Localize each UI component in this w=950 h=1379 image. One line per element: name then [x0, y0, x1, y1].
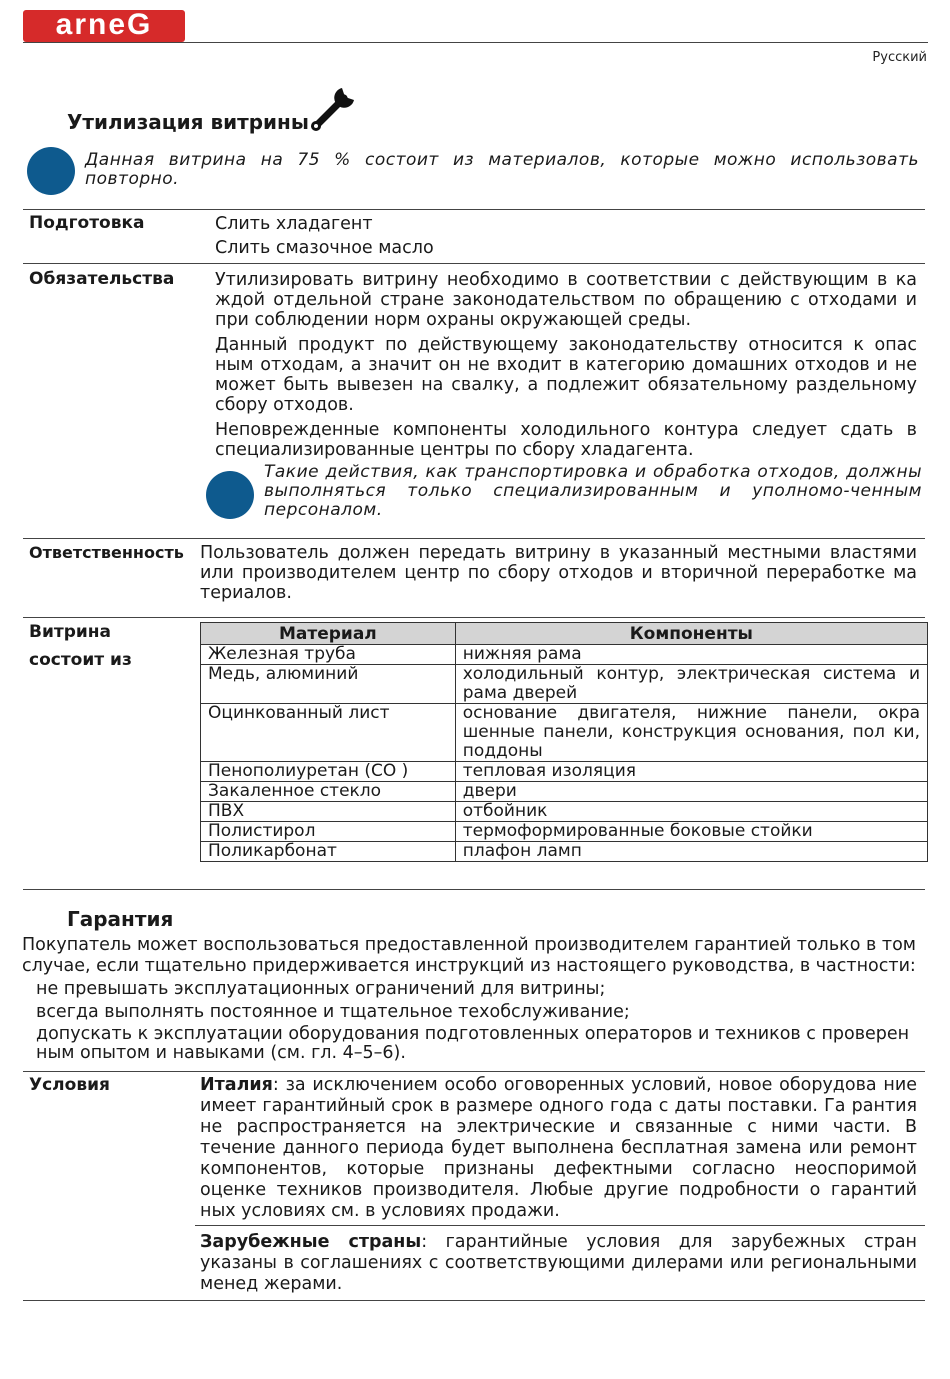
wrench-icon: [308, 82, 360, 132]
material-cell: ПВХ: [201, 802, 456, 822]
section-rule: [23, 209, 925, 210]
section-rule: [23, 263, 925, 264]
section-rule: [23, 889, 925, 890]
column-header: Компоненты: [455, 623, 927, 645]
foreign-conditions: [200, 1232, 917, 1295]
obligations-label: Обязательства: [29, 269, 175, 289]
language-label: Русский: [872, 50, 927, 65]
prep-item: Слить хладагент: [215, 214, 373, 234]
subsection-rule: [195, 1225, 925, 1226]
consists-label: Витрина: [29, 622, 112, 642]
component-cell: термоформированные боковые стойки: [455, 822, 927, 842]
header-rule: [23, 42, 928, 43]
material-cell: Оцинкованный лист: [201, 704, 456, 762]
note-bullet-icon: [27, 147, 75, 195]
warranty-intro: Покупатель может воспользоваться предоставленной производителем гарантией только в том случае, если тщательно придерживается инструкций из настоящего руководства, в частности:: [22, 935, 916, 976]
component-cell: тепловая изоляция: [455, 762, 927, 782]
table-row: [201, 645, 928, 665]
warranty-title: Гарантия: [67, 907, 174, 931]
table-row: [201, 822, 928, 842]
warranty-list-item: допускать к эксплуатации оборудования подготовленных операторов и техников с проверен ным опытом и навыками (см. гл. 4–5–6).: [36, 1024, 910, 1063]
obligations-paragraph: Неповрежденные компоненты холодильного контура следует сдать в специализированные центры по сбору хладагента.: [215, 420, 917, 460]
material-cell: Полистирол: [201, 822, 456, 842]
conditions-label: Условия: [29, 1075, 110, 1095]
prep-label: Подготовка: [29, 213, 145, 233]
component-cell: основание двигателя, нижние панели, окра шенные панели, конструкция основания, пол ки, поддоны: [455, 704, 927, 762]
material-cell: Закаленное стекло: [201, 782, 456, 802]
component-cell: двери: [455, 782, 927, 802]
arneg-logo: arneG: [23, 10, 185, 42]
warranty-body: [22, 935, 928, 1063]
obligations-text: [215, 270, 917, 465]
obligations-paragraph: Утилизировать витрину необходимо в соответствии с действующим в ка ждой отдельной стране законодательством по обращению с отходами и при соблюдении норм охраны окружающей среды.: [215, 270, 917, 330]
component-cell: плафон ламп: [455, 842, 927, 862]
note-bullet-icon: [206, 471, 254, 519]
consists-label: состоит из: [29, 650, 132, 670]
table-row: [201, 762, 928, 782]
material-cell: Железная труба: [201, 645, 456, 665]
material-cell: Пенополиуретан (CO ): [201, 762, 456, 782]
table-row: [201, 782, 928, 802]
foreign-heading: Зарубежные страны: [200, 1232, 422, 1252]
table-row: [201, 665, 928, 704]
italy-conditions: [200, 1075, 917, 1222]
component-cell: холодильный контур, электрическая система и рама дверей: [455, 665, 927, 704]
component-cell: нижняя рама: [455, 645, 927, 665]
table-row: [201, 704, 928, 762]
obligations-paragraph: Данный продукт по действующему законодательству относится к опас ным отходам, а значит он не входит в категорию домашних отходов и не может быть вывезен на свалку, а подлежит обязательному раздельному сбору отходов.: [215, 335, 917, 415]
component-cell: отбойник: [455, 802, 927, 822]
materials-table: [200, 622, 928, 862]
responsibility-label: Ответственность: [29, 543, 184, 562]
section-rule: [23, 538, 925, 539]
italy-heading: Италия: [200, 1075, 273, 1095]
column-header: Материал: [201, 623, 456, 645]
table-header-row: [201, 623, 928, 645]
handling-note: Такие действия, как транспортировка и обработка отходов, должны выполняться только специализированным и уполномо-ченным персоналом.: [264, 462, 922, 520]
table-row: [201, 842, 928, 862]
warranty-list-item: не превышать эксплуатационных ограничений для витрины;: [36, 979, 606, 999]
material-cell: Медь, алюминий: [201, 665, 456, 704]
disposal-title: Утилизация витрины: [67, 110, 309, 134]
section-rule: [23, 1071, 925, 1072]
table-row: [201, 802, 928, 822]
reuse-note: Данная витрина на 75 % состоит из материалов, которые можно использовать повторно.: [85, 150, 919, 189]
prep-item: Слить смазочное масло: [215, 238, 434, 258]
foreign-text: : гарантийные условия для зарубежных стран указаны в соглашениях с соответствующими дилерами или региональными менед жерами.: [200, 1232, 918, 1294]
warranty-list-item: всегда выполнять постоянное и тщательное техобслуживание;: [36, 1002, 630, 1022]
section-rule: [23, 1300, 925, 1301]
section-rule: [23, 617, 925, 618]
responsibility-text: Пользователь должен передать витрину в указанный местными властями или производителем центр по сбору отходов и вторичной переработке ма териалов.: [200, 543, 917, 603]
italy-text: : за исключением особо оговоренных условий, новое оборудова ние имеет гарантийный срок в размере одного года с даты поставки. Га рантия не распространяется на электрические и связанные с ними части. В течение данного периода будет выполнена бесплатная замена или ремонт компонентов, которые признаны дефектными согласно неоспоримой оценке техников производителя. Любые другие подробности о гарантий ных условиях см. в условиях продажи.: [200, 1075, 917, 1221]
material-cell: Поликарбонат: [201, 842, 456, 862]
